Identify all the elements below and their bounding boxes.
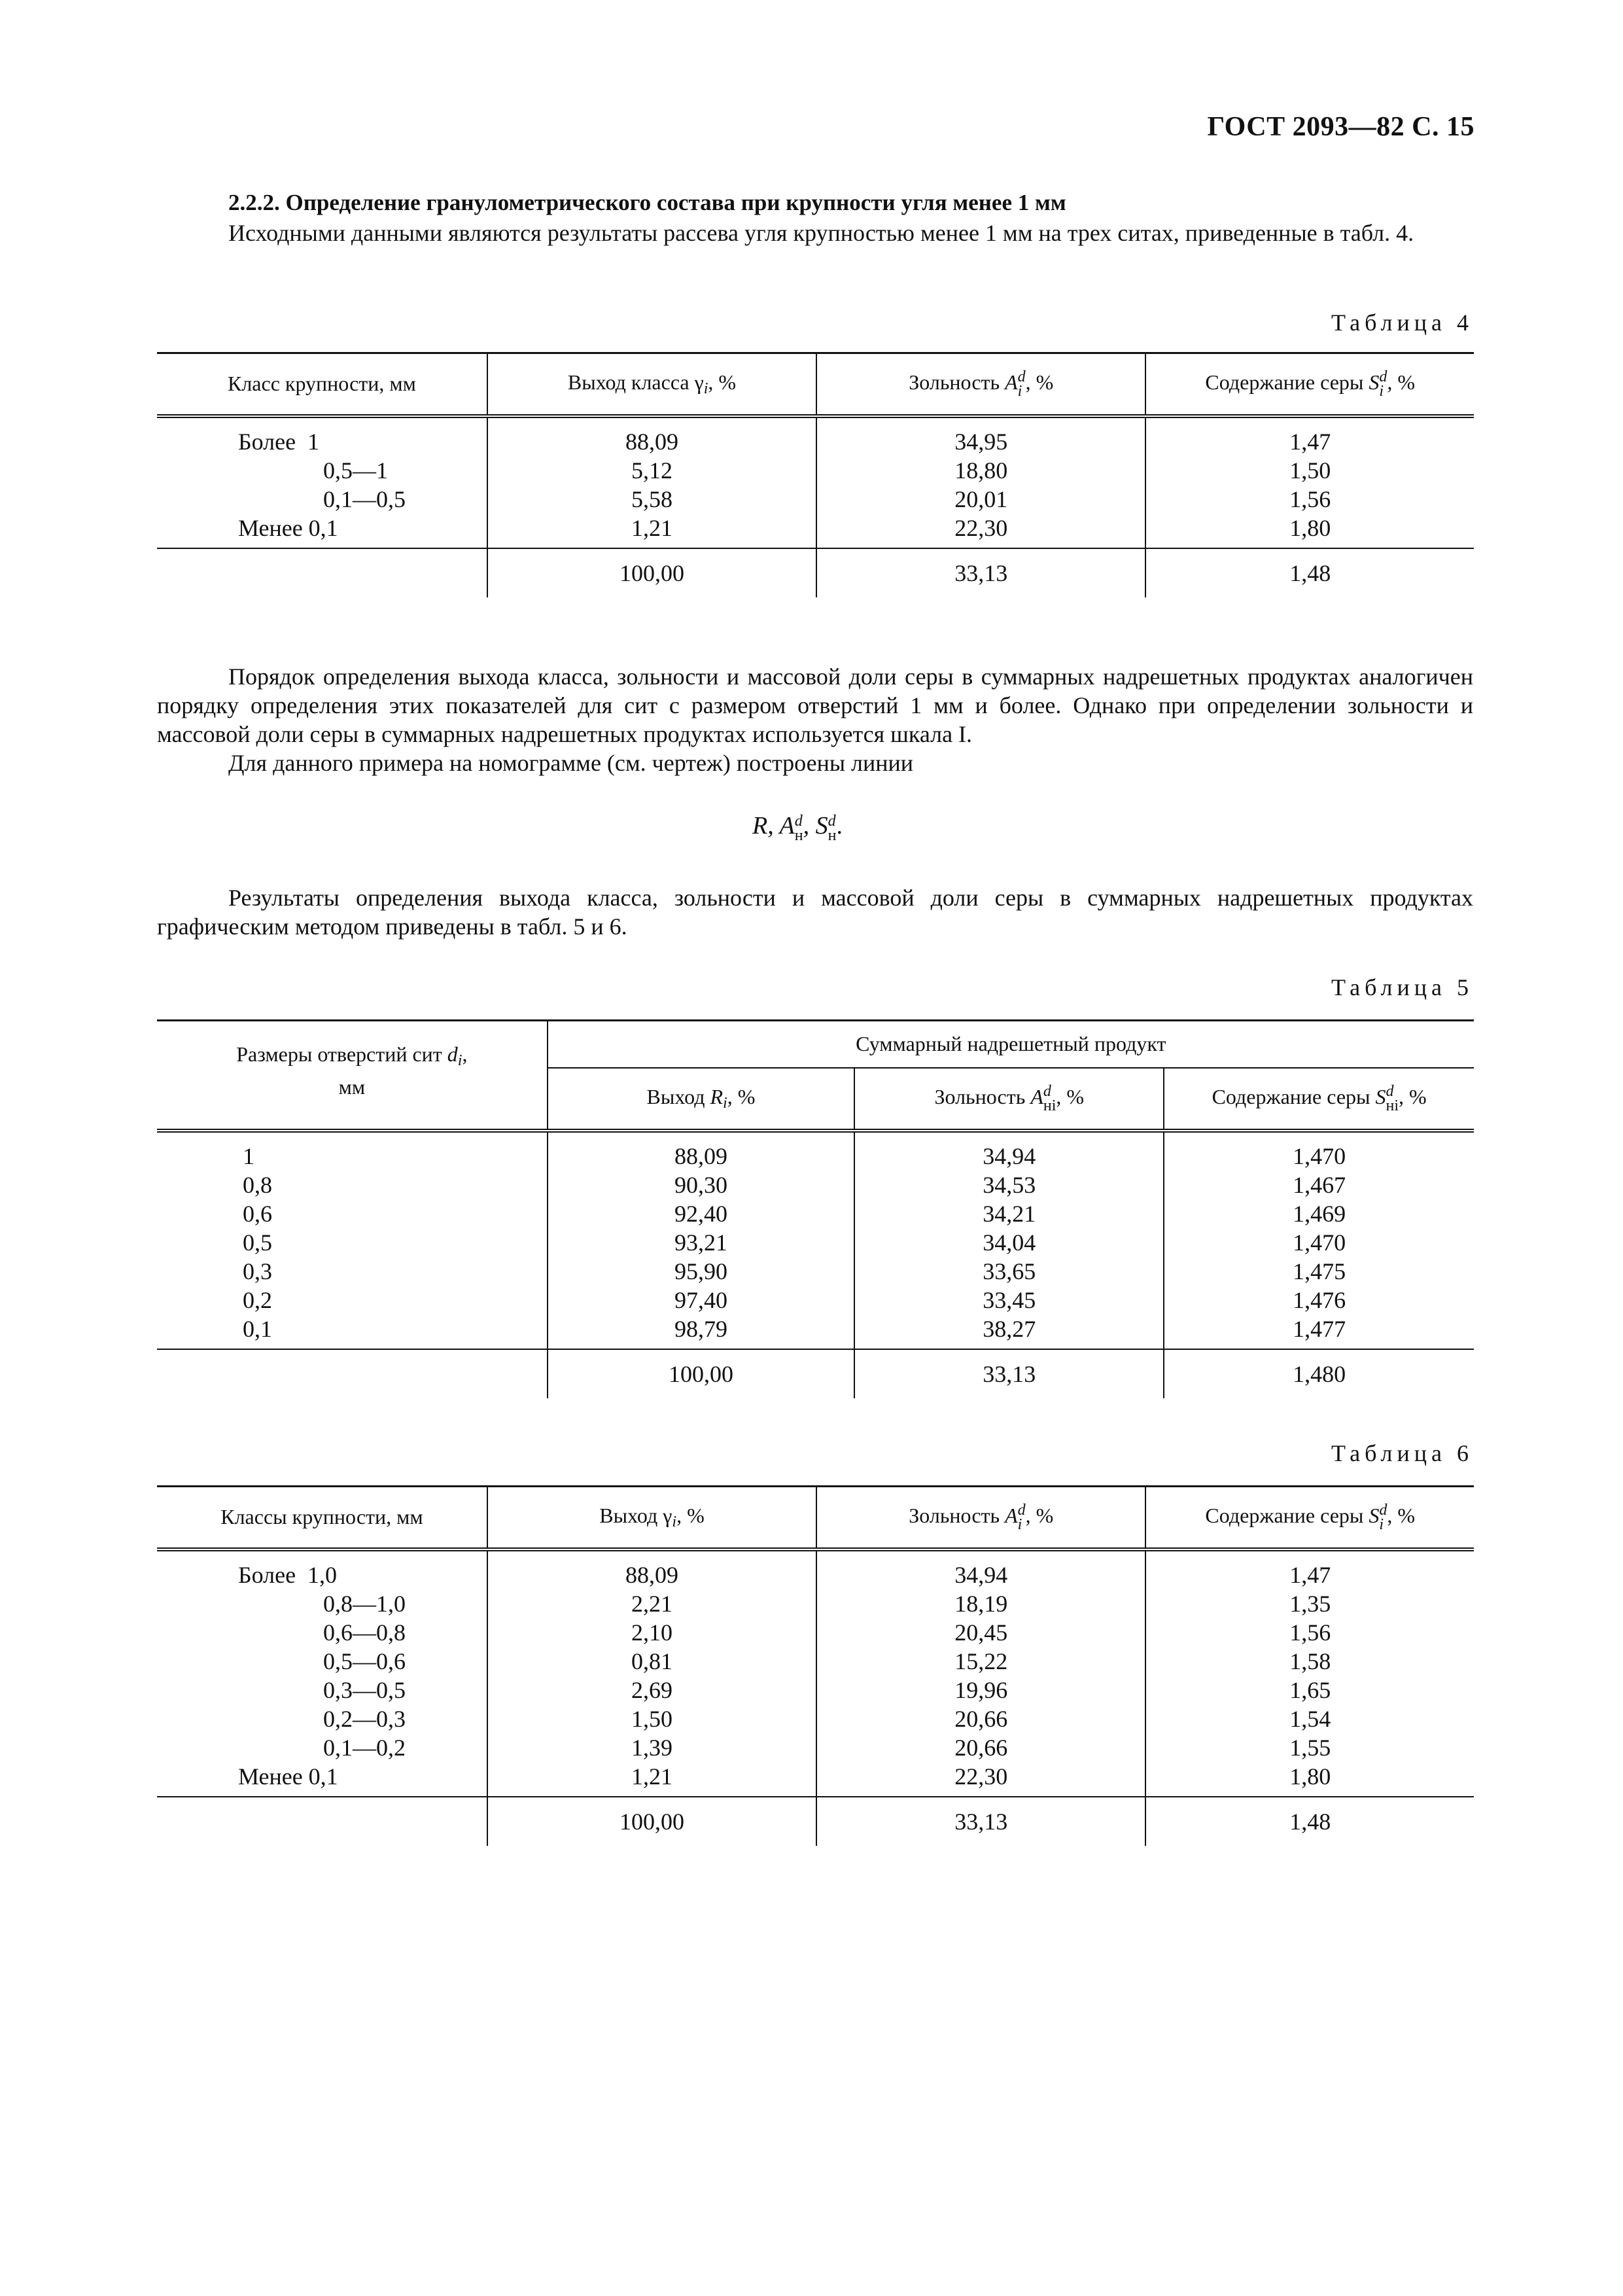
table-cell: 95,90 <box>674 1258 727 1284</box>
t5-col-size <box>157 1131 548 1349</box>
table-cell: 100,00 <box>487 548 816 597</box>
table5 <box>157 1019 1474 1398</box>
table-cell: 88,09 <box>625 1561 678 1588</box>
table-cell: 34,04 <box>983 1229 1036 1256</box>
table-cell: 92,40 <box>674 1200 727 1227</box>
table-cell: 93,21 <box>674 1229 727 1256</box>
t4-col-class <box>157 416 487 548</box>
table-cell: 97,40 <box>674 1286 727 1313</box>
table-cell: 34,95 <box>954 428 1008 455</box>
t4-header-yield: Выход класса $\gamma_i$, % <box>487 353 816 416</box>
table-cell: 0,2 <box>243 1286 272 1313</box>
section-heading: 2.2.2. Определение гранулометрического состава при крупности угля менее 1 мм <box>228 190 1066 215</box>
table-cell: Более 1,0 <box>237 1561 338 1588</box>
t4-body <box>157 416 1474 548</box>
table-cell: 1,469 <box>1293 1200 1346 1227</box>
table-cell: 1,470 <box>1293 1142 1346 1169</box>
t6-total-row <box>157 1797 1474 1846</box>
table-cell: 0,1—0,2 <box>323 1734 406 1761</box>
t6-header-sulfur: Содержание серы S d i , % <box>1145 1487 1474 1549</box>
t5-col-ash <box>854 1131 1164 1349</box>
t4-header-ash: Зольность A d i , % <box>816 353 1145 416</box>
table-cell: 18,19 <box>954 1590 1008 1617</box>
t5-header-ash: Зольность A d нi , % <box>854 1068 1164 1131</box>
table-cell: 98,79 <box>674 1315 727 1342</box>
table-cell: 1,47 <box>1289 1561 1331 1588</box>
table-cell: 34,21 <box>983 1200 1036 1227</box>
table-cell: 22,30 <box>954 514 1008 541</box>
table-cell: 22,30 <box>954 1763 1008 1790</box>
table-cell: 1,47 <box>1289 428 1331 455</box>
table4-caption: Таблица 4 <box>1331 309 1473 336</box>
table-cell: 20,45 <box>954 1619 1008 1646</box>
t6-header-class: Классы крупности, мм <box>157 1487 487 1549</box>
table-cell: 38,27 <box>983 1315 1036 1342</box>
formula: R, A d н , S d н . <box>752 812 843 844</box>
table-cell: 1,50 <box>1289 457 1331 484</box>
table-cell: 1,56 <box>1289 486 1331 512</box>
table-cell: 1,50 <box>631 1705 672 1732</box>
table-cell: 1 <box>243 1142 254 1169</box>
t6-col-ash <box>816 1549 1145 1797</box>
intro-text: Исходными данными являются результаты рассева угля крупностью менее 1 мм на трех ситах, приведенные в табл. 4. <box>228 220 1414 246</box>
table-cell: 1,39 <box>631 1734 672 1761</box>
table-cell: 33,13 <box>816 548 1145 597</box>
table-cell: 20,66 <box>954 1734 1008 1761</box>
t4-header-sulfur: Содержание серы S d i , % <box>1145 353 1474 416</box>
table-cell: 1,58 <box>1289 1648 1331 1674</box>
table-cell: 18,80 <box>954 457 1008 484</box>
table-cell: 19,96 <box>954 1676 1008 1703</box>
paragraph-1: Порядок определения выхода класса, зольности и массовой доли серы в суммарных надрешетных продуктах аналогичен порядку определения этих показателей для сит с размером отверстий 1 мм и более. Однако при определении зольности и массовой доли серы в суммарных надрешетных продуктах используется шкала I. <box>157 663 1473 747</box>
table-cell: 100,00 <box>487 1797 816 1846</box>
table-cell: 1,475 <box>1293 1258 1346 1284</box>
table5-caption: Таблица 5 <box>1331 974 1473 1000</box>
table-cell: 0,6—0,8 <box>323 1619 406 1646</box>
table-cell: 5,12 <box>631 457 672 484</box>
table-cell: 33,45 <box>983 1286 1036 1313</box>
table-cell: 0,5 <box>243 1229 272 1256</box>
t5-header-group: Суммарный надрешетный продукт <box>548 1021 1474 1068</box>
table-cell: 34,94 <box>983 1142 1036 1169</box>
table-cell: 1,54 <box>1289 1705 1331 1732</box>
table-cell: 1,470 <box>1293 1229 1346 1256</box>
table-cell: 0,1—0,5 <box>323 486 406 512</box>
table-cell: 20,66 <box>954 1705 1008 1732</box>
table-cell: 33,13 <box>854 1349 1164 1398</box>
paragraph-3: Результаты определения выхода класса, зольности и массовой доли серы в суммарных надрешетных продуктах графическим методом приведены в табл. 5 и 6. <box>157 885 1473 940</box>
t4-col-yield <box>487 416 816 548</box>
t5-header-sulfur: Содержание серы S d нi , % <box>1164 1068 1474 1131</box>
table-cell: 88,09 <box>625 428 678 455</box>
t4-col-sulfur <box>1145 416 1474 548</box>
t6-col-yield <box>487 1549 816 1797</box>
t5-col-sulfur <box>1164 1131 1474 1349</box>
table-cell: 2,69 <box>631 1676 672 1703</box>
table-cell: 0,81 <box>631 1648 672 1674</box>
table-cell: Менее 0,1 <box>237 1763 338 1790</box>
table-cell: 88,09 <box>674 1142 727 1169</box>
table-cell: 90,30 <box>674 1171 727 1198</box>
t5-total-row <box>157 1349 1474 1398</box>
table-cell: 2,21 <box>631 1590 672 1617</box>
t6-col-class <box>157 1549 487 1797</box>
t5-col-yield <box>548 1131 855 1349</box>
t4-header-class: Класс крупности, мм <box>157 353 487 416</box>
table-cell: 1,467 <box>1293 1171 1346 1198</box>
table-cell: 0,2—0,3 <box>323 1705 406 1732</box>
table-cell: Менее 0,1 <box>237 514 338 541</box>
t5-header-size: Размеры отверстий сит $d_i$, мм <box>157 1021 548 1131</box>
table-cell: 1,80 <box>1289 1763 1331 1790</box>
t4-col-ash <box>816 416 1145 548</box>
page-header: ГОСТ 2093—82 С. 15 <box>1207 112 1475 142</box>
table-cell: 1,48 <box>1145 548 1474 597</box>
table-cell: 5,58 <box>631 486 672 512</box>
paragraph-2: Для данного примера на номограмме (см. чертеж) построены линии <box>228 750 914 776</box>
table-cell: 0,8—1,0 <box>323 1590 406 1617</box>
table-cell: 0,3 <box>243 1258 272 1284</box>
table6 <box>157 1485 1474 1846</box>
table-cell: 1,476 <box>1293 1286 1346 1313</box>
table-cell: 1,480 <box>1164 1349 1474 1398</box>
t5-body <box>157 1131 1474 1349</box>
table-cell: 1,48 <box>1145 1797 1474 1846</box>
table-cell: 100,00 <box>548 1349 855 1398</box>
table-cell: 0,8 <box>243 1171 272 1198</box>
table-cell: 20,01 <box>954 486 1008 512</box>
t6-header-yield: Выход $\gamma_i$, % <box>487 1487 816 1549</box>
t6-col-sulfur <box>1145 1549 1474 1797</box>
table-cell: 1,21 <box>631 1763 672 1790</box>
table-cell: 34,94 <box>954 1561 1008 1588</box>
table-cell: 1,21 <box>631 514 672 541</box>
table-cell: 1,65 <box>1289 1676 1331 1703</box>
table-cell: 0,6 <box>243 1200 272 1227</box>
table-cell: 1,56 <box>1289 1619 1331 1646</box>
table-cell: 1,80 <box>1289 514 1331 541</box>
table-cell: Более 1 <box>237 428 320 455</box>
table-cell: 1,55 <box>1289 1734 1331 1761</box>
table-cell: 33,13 <box>816 1797 1145 1846</box>
table-cell: 0,3—0,5 <box>323 1676 406 1703</box>
table-cell: 1,477 <box>1293 1315 1346 1342</box>
t5-header-yield: Выход $R_i$, % <box>548 1068 855 1131</box>
table-cell: 0,5—1 <box>323 457 388 484</box>
table-cell: 34,53 <box>983 1171 1036 1198</box>
table-cell: 2,10 <box>631 1619 672 1646</box>
t4-total-row <box>157 548 1474 597</box>
table4 <box>157 352 1474 597</box>
table-cell: 33,65 <box>983 1258 1036 1284</box>
table-cell: 1,35 <box>1289 1590 1331 1617</box>
table6-caption: Таблица 6 <box>1331 1440 1473 1466</box>
intro-paragraph <box>157 219 1473 247</box>
table-cell: 0,5—0,6 <box>323 1648 406 1674</box>
table-cell: 0,1 <box>243 1315 272 1342</box>
t6-header-ash: Зольность A d i , % <box>816 1487 1145 1549</box>
table-cell: 15,22 <box>954 1648 1008 1674</box>
t6-body <box>157 1549 1474 1797</box>
